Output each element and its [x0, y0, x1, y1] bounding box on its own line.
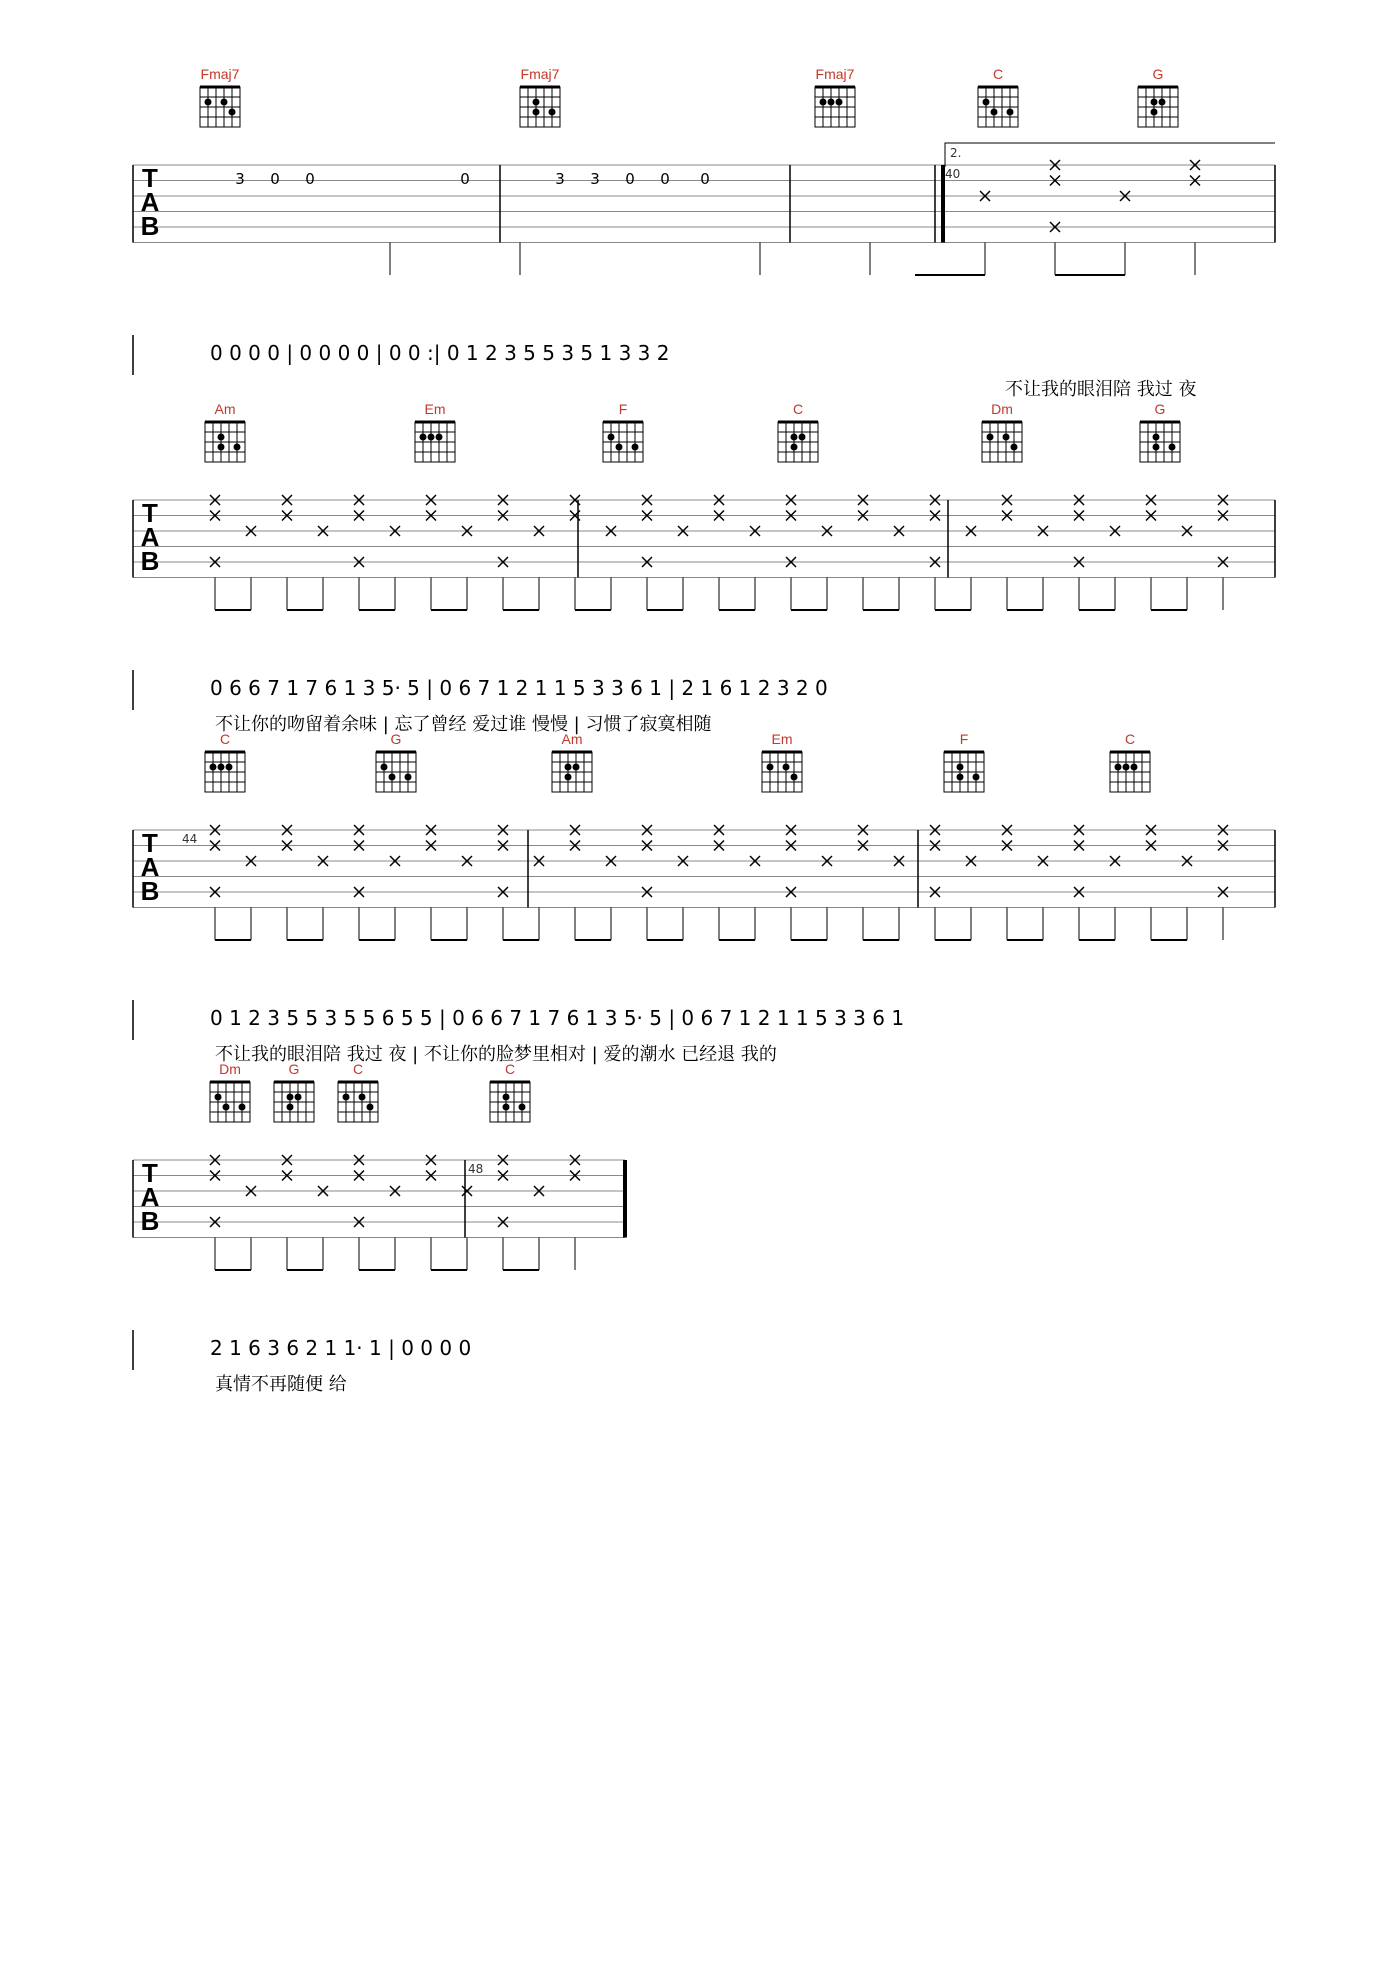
finger-dot [287, 1104, 294, 1111]
finger-dot [836, 99, 843, 106]
chord-diagram-c [338, 1061, 378, 1122]
tab-letter-a: A [140, 187, 160, 217]
finger-dot [1131, 764, 1138, 771]
finger-dot [1151, 109, 1158, 116]
chord-diagram-c [1110, 731, 1150, 792]
finger-dot [632, 444, 639, 451]
finger-dot [389, 774, 396, 781]
finger-dot [1159, 99, 1166, 106]
finger-dot [226, 764, 233, 771]
chord-name: C [219, 731, 231, 747]
finger-dot [1151, 99, 1158, 106]
finger-dot [828, 99, 835, 106]
finger-dot [791, 434, 798, 441]
finger-dot [239, 1104, 246, 1111]
chord-name: Em [771, 731, 793, 747]
chord-name: C [1124, 731, 1136, 747]
finger-dot [343, 1094, 350, 1101]
fret-number: 0 [270, 170, 280, 188]
finger-dot [503, 1094, 510, 1101]
chord-name: F [618, 401, 628, 417]
tab-system-3 [133, 731, 1275, 1065]
finger-dot [957, 774, 964, 781]
chord-diagram-em [415, 401, 455, 462]
finger-dot [1115, 764, 1122, 771]
tab-letter-b: B [140, 1206, 160, 1236]
tab-letter-t: T [142, 498, 158, 528]
tab-letter-t: T [142, 1158, 158, 1188]
jianpu-notation: 0 1 2 3 5 5 3 5 5 6 5 5 | 0 6 6 7 1 7 6 1 3 5· 5 | 0 6 7 1 2 1 1 5 3 3 6 1 [210, 1006, 905, 1030]
finger-dot [234, 444, 241, 451]
finger-dot [1007, 109, 1014, 116]
chord-diagram-dm [982, 401, 1022, 462]
tab-letter-t: T [142, 828, 158, 858]
finger-dot [767, 764, 774, 771]
tab-system-4 [133, 1061, 625, 1395]
finger-dot [783, 764, 790, 771]
chord-name: G [390, 731, 402, 747]
finger-dot [367, 1104, 374, 1111]
finger-dot [991, 109, 998, 116]
measure-number: 40 [945, 167, 961, 181]
fret-number: 0 [660, 170, 670, 188]
finger-dot [549, 109, 556, 116]
chord-name: F [959, 731, 969, 747]
chord-name: Dm [991, 401, 1013, 417]
finger-dot [1153, 434, 1160, 441]
finger-dot [295, 1094, 302, 1101]
tab-system-2 [133, 401, 1275, 735]
finger-dot [1011, 444, 1018, 451]
chord-name: Fmaj7 [200, 66, 240, 82]
jianpu-notation: 2 1 6 3 6 2 1 1· 1 | 0 0 0 0 [210, 1336, 472, 1360]
lyrics-line: 真情不再随便 给 [215, 1374, 347, 1395]
tab-letter-b: B [140, 546, 160, 576]
chord-diagram-am [205, 401, 245, 462]
finger-dot [405, 774, 412, 781]
tab-letter-t: T [142, 163, 158, 193]
fret-number: 3 [235, 170, 245, 188]
measure-number: 48 [468, 1162, 484, 1176]
jianpu-notation: 0 0 0 0 | 0 0 0 0 | 0 0 :| 0 1 2 3 5 5 3 5 1 3 3 2 [210, 341, 670, 365]
finger-dot [791, 444, 798, 451]
finger-dot [218, 434, 225, 441]
chord-diagram-f [944, 731, 984, 792]
tab-letter-a: A [140, 522, 160, 552]
finger-dot [957, 764, 964, 771]
chord-name: Am [214, 401, 236, 417]
fret-number: 3 [555, 170, 565, 188]
finger-dot [218, 764, 225, 771]
chord-diagram-c [978, 66, 1018, 127]
finger-dot [983, 99, 990, 106]
finger-dot [503, 1104, 510, 1111]
chord-diagram-dm [210, 1061, 250, 1122]
finger-dot [799, 434, 806, 441]
finger-dot [218, 444, 225, 451]
finger-dot [1123, 764, 1130, 771]
tab-letter-a: A [140, 852, 160, 882]
finger-dot [436, 434, 443, 441]
chord-diagram-c [490, 1061, 530, 1122]
chord-diagram-g [1138, 66, 1178, 127]
finger-dot [791, 774, 798, 781]
fret-number: 0 [700, 170, 710, 188]
chord-diagram-fmaj7 [520, 66, 560, 127]
fret-number: 3 [590, 170, 600, 188]
finger-dot [215, 1094, 222, 1101]
lyrics-line: 不让我的眼泪陪 我过 夜 [1005, 379, 1197, 400]
finger-dot [987, 434, 994, 441]
fret-number: 0 [625, 170, 635, 188]
finger-dot [1169, 444, 1176, 451]
finger-dot [820, 99, 827, 106]
chord-name: Am [561, 731, 583, 747]
finger-dot [565, 774, 572, 781]
chord-diagram-f [603, 401, 643, 462]
finger-dot [287, 1094, 294, 1101]
chord-name: Em [424, 401, 446, 417]
chord-name: Dm [219, 1061, 241, 1077]
chord-name: G [1152, 66, 1164, 82]
chord-name: C [792, 401, 804, 417]
tab-system-1 [133, 66, 1275, 400]
fret-number: 0 [460, 170, 470, 188]
tab-letter-b: B [140, 876, 160, 906]
finger-dot [359, 1094, 366, 1101]
finger-dot [221, 99, 228, 106]
chord-name: G [1154, 401, 1166, 417]
chord-diagram-g [376, 731, 416, 792]
finger-dot [223, 1104, 230, 1111]
finger-dot [616, 444, 623, 451]
finger-dot [210, 764, 217, 771]
tab-letter-b: B [140, 211, 160, 241]
chord-diagram-em [762, 731, 802, 792]
measure-number: 44 [182, 832, 198, 846]
lyrics-line: 不让我的眼泪陪 我过 夜 | 不让你的脸梦里相对 | 爱的潮水 已经退 我的 [215, 1044, 777, 1065]
fret-number: 0 [305, 170, 315, 188]
chord-name: Fmaj7 [520, 66, 560, 82]
finger-dot [573, 764, 580, 771]
finger-dot [973, 774, 980, 781]
jianpu-notation: 0 6 6 7 1 7 6 1 3 5· 5 | 0 6 7 1 2 1 1 5 3 3 6 1 | 2 1 6 1 2 3 2 0 [210, 676, 828, 700]
chord-diagram-am [552, 731, 592, 792]
finger-dot [205, 99, 212, 106]
finger-dot [533, 109, 540, 116]
finger-dot [428, 434, 435, 441]
finger-dot [381, 764, 388, 771]
chord-diagram-c [205, 731, 245, 792]
finger-dot [420, 434, 427, 441]
chord-name: C [504, 1061, 516, 1077]
finger-dot [229, 109, 236, 116]
chord-name: C [352, 1061, 364, 1077]
finger-dot [565, 764, 572, 771]
finger-dot [519, 1104, 526, 1111]
finger-dot [533, 99, 540, 106]
chord-name: C [992, 66, 1004, 82]
volta-bracket: 2. [950, 146, 962, 160]
chord-name: Fmaj7 [815, 66, 855, 82]
finger-dot [608, 434, 615, 441]
finger-dot [1153, 444, 1160, 451]
chord-diagram-fmaj7 [815, 66, 855, 127]
chord-diagram-fmaj7 [200, 66, 240, 127]
tab-letter-a: A [140, 1182, 160, 1212]
lyrics-line: 不让你的吻留着余味 | 忘了曾经 爱过谁 慢慢 | 习惯了寂寞相随 [215, 714, 712, 735]
finger-dot [1003, 434, 1010, 441]
chord-diagram-c [778, 401, 818, 462]
chord-name: G [288, 1061, 300, 1077]
chord-diagram-g [274, 1061, 314, 1122]
chord-diagram-g [1140, 401, 1180, 462]
